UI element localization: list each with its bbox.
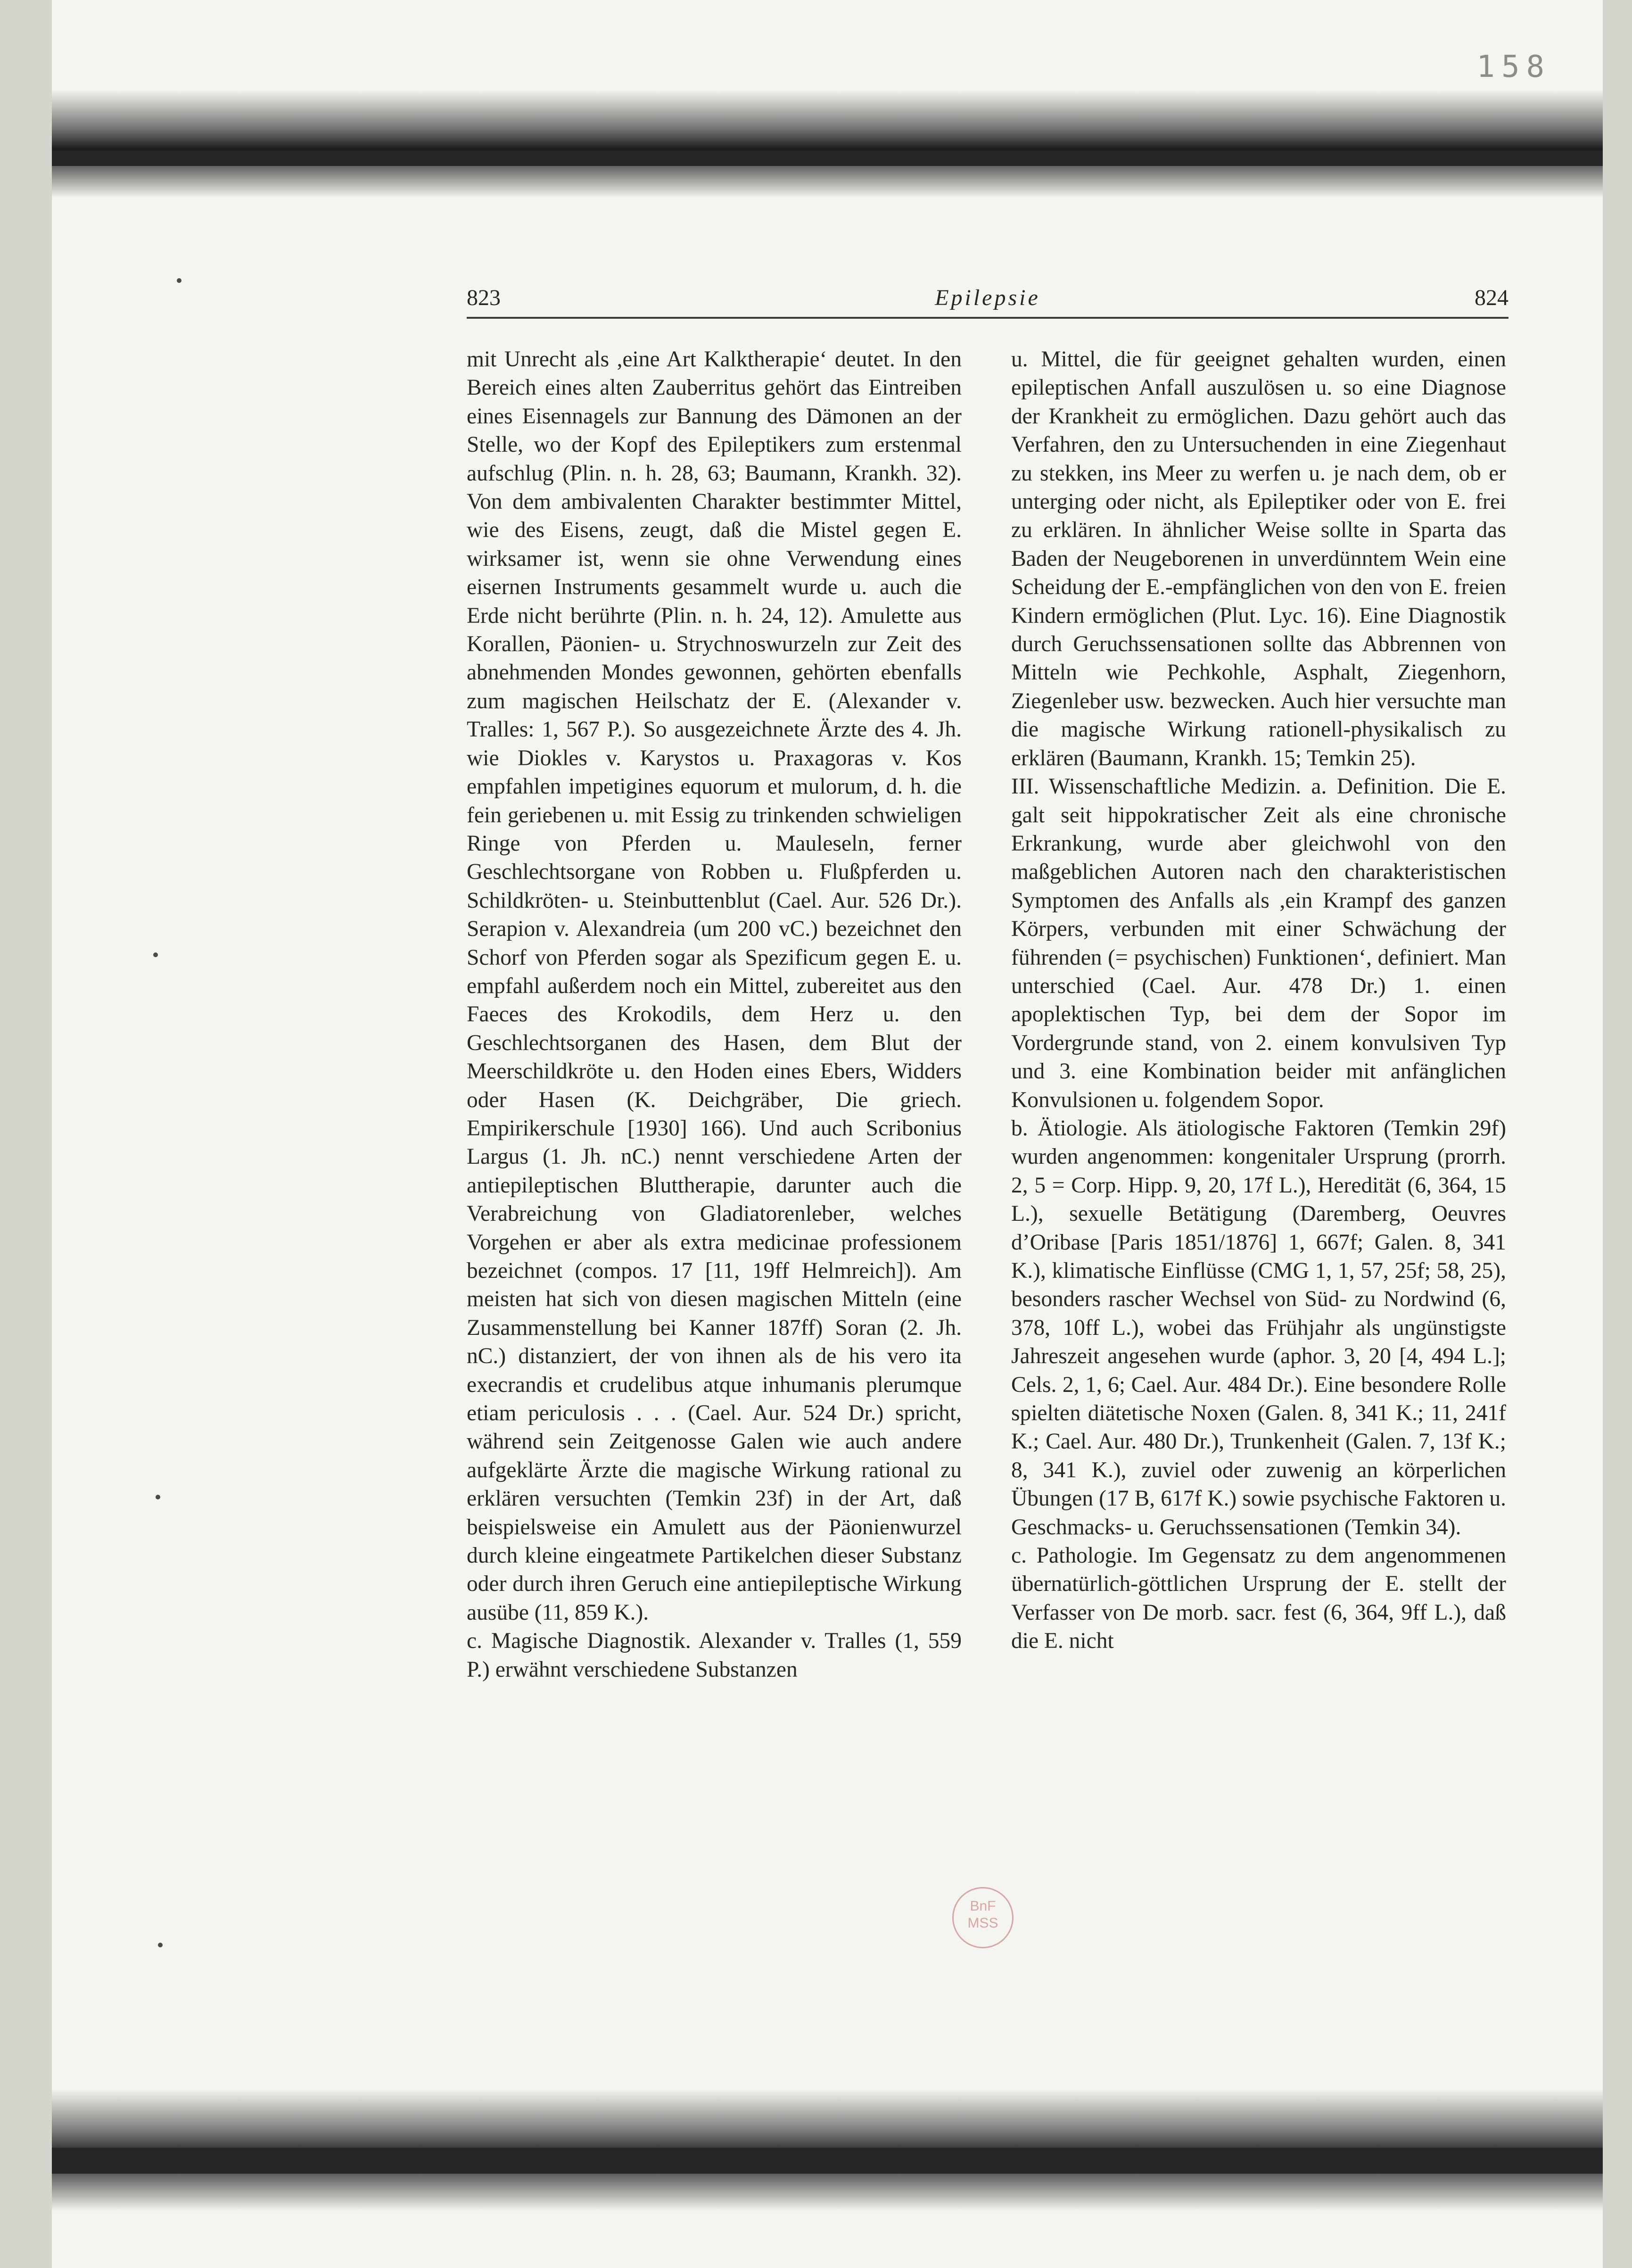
scan-edge-top <box>52 152 1603 166</box>
stamp-line: MSS <box>967 1915 998 1931</box>
paragraph: c. Pathologie. Im Gegensatz zu dem angenommenen übernatürlich-göttlichen Ursprung der E. stellt der Verfasser von De morb. sacr. fest (6, 364, 9ff L.), daß die E. nicht <box>1011 1543 1506 1654</box>
scan-edge-bottom <box>52 2148 1603 2174</box>
stamp-line: BnF <box>970 1898 996 1914</box>
paragraph: c. Magische Diagnostik. Alexander v. Tralles (1, 559 P.) erwähnt verschiedene Substanzen <box>467 1629 962 1682</box>
library-stamp <box>952 1887 1014 1948</box>
article-title: Epilepsie <box>935 285 1040 310</box>
paragraph: III. Wissenschaftliche Medizin. a. Definition. Die E. galt seit hippokratischer Zeit als eine chronische Erkrankung, wurde aber gleichwohl von den maßgeblichen Autoren nach den charakteristischen Symptomen des Anfalls als ,ein Krampf des ganzen Körpers, verbunden mit einer Schwächung der führenden (= psychischen) Funktionen‘, definiert. Man unterschied (Cael. Aur. 478 Dr.) 1. einen apoplektischen Typ, bei dem der Sopor im Vordergrunde stand, von 2. einem konvulsiven Typ und 3. eine Kombination beider mit anfänglichen Konvulsionen u. folgendem Sopor. <box>1011 774 1506 1112</box>
right-page-number: 824 <box>1475 285 1508 310</box>
right-column <box>1011 345 1506 1655</box>
speck <box>177 278 181 283</box>
scan-shadow-top <box>52 90 1603 198</box>
speck <box>158 1943 163 1947</box>
paragraph: b. Ätiologie. Als ätiologische Faktoren (Temkin 29f) wurden angenommen: kongenitaler Ursprung (prorrh. 2, 5 = Corp. Hipp. 9, 20, 17f L.), Heredität (6, 364, 15 L.), sexuelle Betätigung (Daremberg, Oeuvres d’Oribase [Paris 1851/1876] 1, 667f; Galen. 8, 341 K.), klimatische Einflüsse (CMG 1, 1, 57, 25f; 58, 25), besonders rascher Wechsel von Süd- zu Nordwind (6, 378, 10ff L.), wobei das Frühjahr als ungünstigste Jahreszeit angesehen wurde (aphor. 3, 20 [4, 494 L.]; Cels. 2, 1, 6; Cael. Aur. 484 Dr.). Eine besondere Rolle spielten diätetische Noxen (Galen. 8, 341 K.; 11, 241f K.; Cael. Aur. 480 Dr.), Trunkenheit (Galen. 7, 13f K.; 8, 341 K.), zuviel oder zuwenig an körperlichen Übungen (17 B, 617f K.) sowie psychische Faktoren u. Geschmacks- u. Geruchssensationen (Temkin 34). <box>1011 1116 1506 1540</box>
left-page-number: 823 <box>467 285 501 310</box>
paragraph: u. Mittel, die für geeignet gehalten wurden, einen epileptischen Anfall auszulösen u. so eine Diagnose der Krankheit zu ermöglichen. Dazu gehört auch das Verfahren, den zu Untersuchenden in eine Ziegenhaut zu stekken, ins Meer zu werfen u. je nach dem, ob er unterging oder nicht, als Epileptiker oder von E. frei zu erklären. In ähnlicher Weise sollte in Sparta das Baden der Neugeborenen in unverdünntem Wein eine Scheidung der E.-empfänglichen von den von E. freien Kindern ermöglichen (Plut. Lyc. 16). Eine Diagnostik durch Geruchssensationen sollte das Abbrennen von Mitteln wie Pechkohle, Asphalt, Ziegenhorn, Ziegenleber usw. bezwecken. Auch hier versuchte man die magische Wirkung rationell-physikalisch zu erklären (Baumann, Krankh. 15; Temkin 25). <box>1011 347 1506 770</box>
left-column <box>467 345 962 1684</box>
paragraph: mit Unrecht als ,eine Art Kalktherapie‘ deutet. In den Bereich eines alten Zauberritus gehört das Eintreiben eines Eisennagels zur Bannung des Dämonen an der Stelle, wo der Kopf des Epileptikers zum erstenmal aufschlug (Plin. n. h. 28, 63; Baumann, Krankh. 32). Von dem ambivalenten Charakter bestimmter Mittel, wie des Eisens, zeugt, daß die Mistel gegen E. wirksamer ist, wenn sie ohne Verwendung eines eisernen Instruments gesammelt wurde u. auch die Erde nicht berührte (Plin. n. h. 24, 12). Amulette aus Korallen, Päonien- u. Strychnoswurzeln zur Zeit des abnehmenden Mondes gewonnen, gehörten ebenfalls zum magischen Heilschatz der E. (Alexander v. Tralles: 1, 567 P.). So ausgezeichnete Ärzte des 4. Jh. wie Diokles v. Karystos u. Praxagoras v. Kos empfahlen impetigines equorum et mulorum, d. h. die fein geriebenen u. mit Essig zu trinkenden schwieligen Ringe von Pferden u. Mauleseln, ferner Geschlechtsorgane von Robben u. Flußpferden u. Schildkröten- u. Steinbuttenblut (Cael. Aur. 526 Dr.). Serapion v. Alexandreia (um 200 vC.) bezeichnet den Schorf von Pferden sogar als Spezificum gegen E. u. empfahl außerdem noch ein Mittel, zubereitet aus den Faeces des Krokodils, dem Herz u. den Geschlechtsorganen des Hasen, dem Blut der Meerschildkröte u. den Hoden eines Ebers, Widders oder Hasen (K. Deichgräber, Die griech. Empirikerschule [1930] 166). Und auch Scribonius Largus (1. Jh. nC.) nennt verschiedene Arten der antiepileptischen Bluttherapie, darunter auch die Verabreichung von Gladiatorenleber, welches Vorgehen er aber als extra medicinae professionem bezeichnet (compos. 17 [11, 19ff Helmreich]). Am meisten hat sich von diesen magischen Mitteln (eine Zusammenstellung bei Kanner 187ff) Soran (2. Jh. nC.) distanziert, der von ihnen als de his vero ita execrandis et crudelibus atque inhumanis plerumque etiam periculosis . . . (Cael. Aur. 524 Dr.) spricht, während sein Zeitgenosse Galen wie auch andere aufgeklärte Ärzte die magische Wirkung rational zu erklären versuchten (Temkin 23f) in der Art, daß beispielsweise ein Amulett aus der Päonienwurzel durch kleine eingeatmete Partikelchen dieser Substanz oder durch ihren Geruch eine antiepileptische Wirkung ausübe (11, 859 K.). <box>467 347 962 1625</box>
running-head <box>467 283 1508 319</box>
folio-number: 158 <box>1476 50 1551 84</box>
speck <box>156 1495 160 1499</box>
speck <box>153 952 158 957</box>
